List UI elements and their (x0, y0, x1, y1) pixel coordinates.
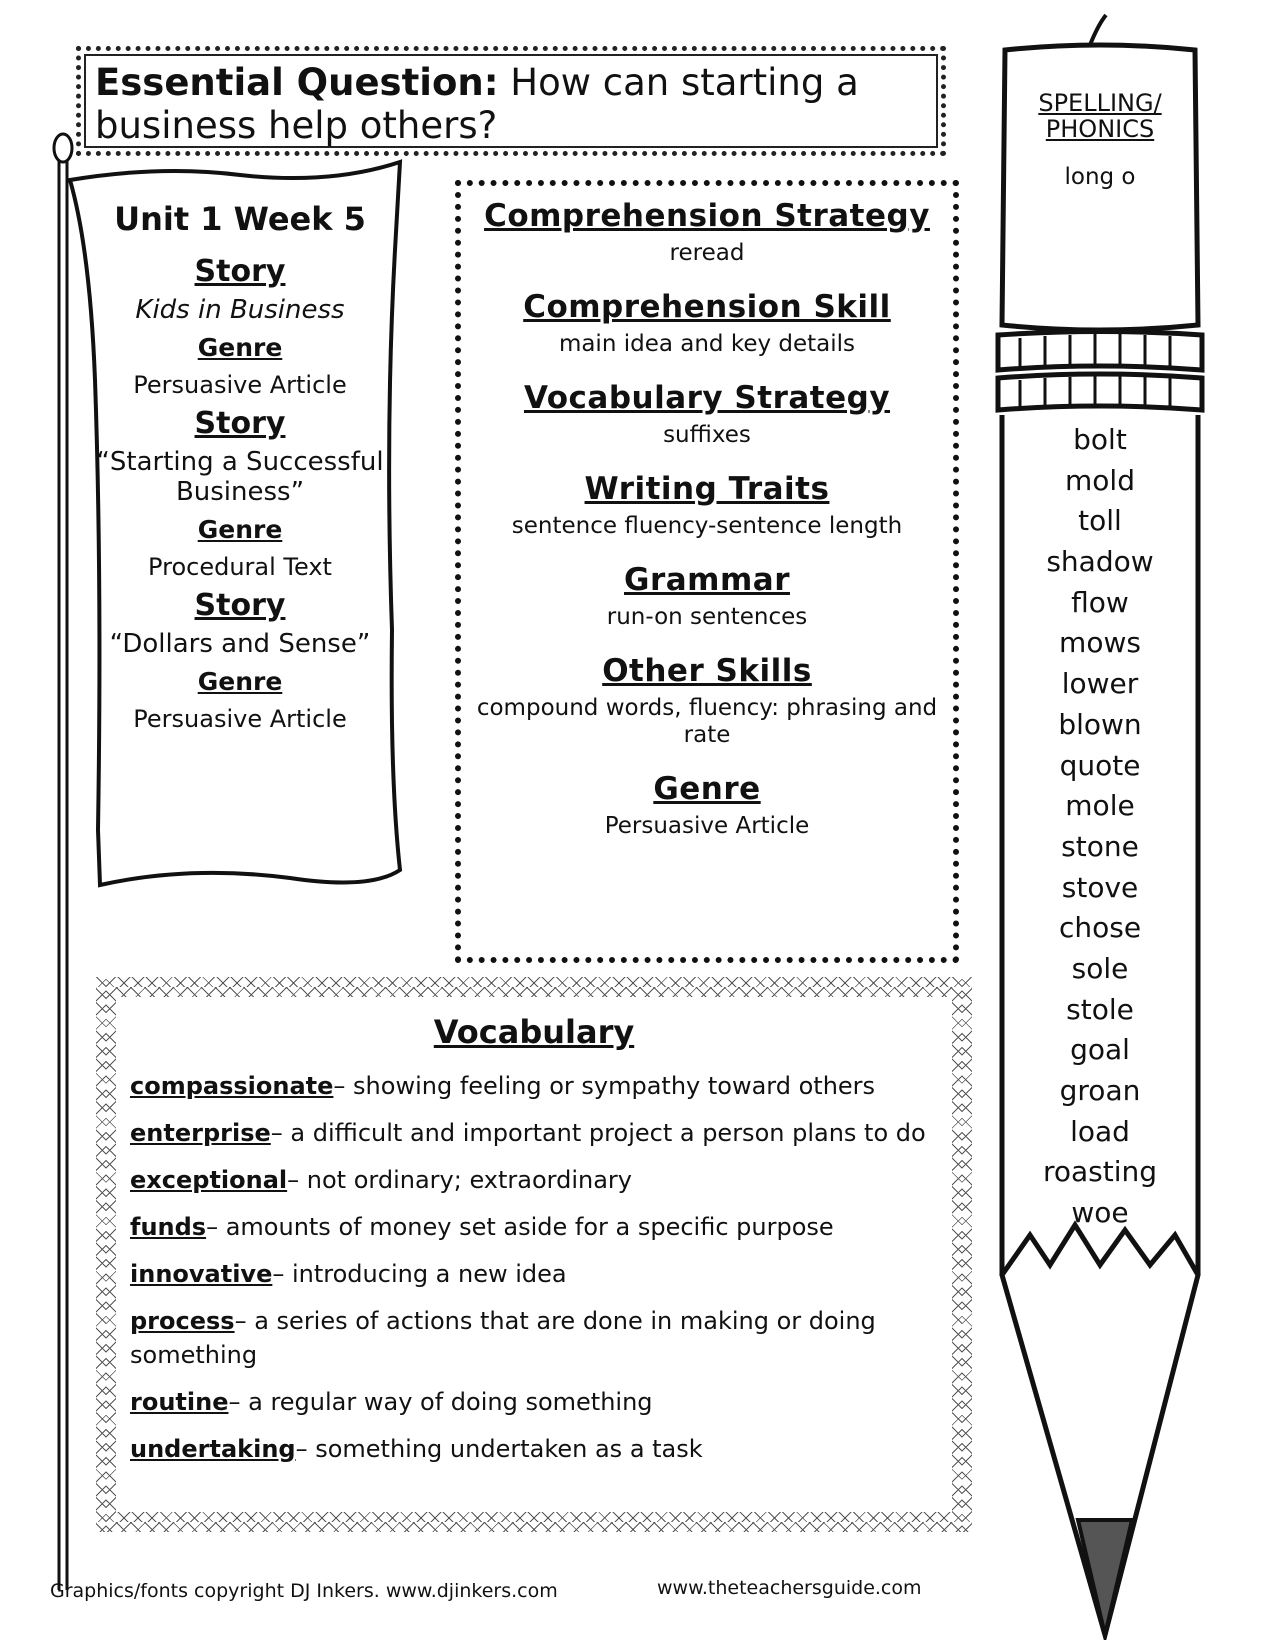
vocab-item (130, 1069, 938, 1103)
genre-value: Persuasive Article (133, 371, 347, 399)
vocab-item (130, 1257, 938, 1291)
skill-text: main idea and key details (558, 331, 856, 357)
spelling-word: woe (1071, 1196, 1129, 1230)
story-label: Story (194, 406, 286, 441)
skill-genre (461, 771, 953, 840)
footer-website: www.theteachersguide.com (657, 1577, 922, 1599)
genre-value: Persuasive Article (133, 705, 347, 733)
spelling-word: flow (1071, 585, 1129, 619)
flag-entry-2 (95, 406, 385, 582)
vocab-definition: – not ordinary; extraordinary (287, 1166, 632, 1194)
vocab-word: compassionate (130, 1072, 334, 1100)
skill-grammar (461, 562, 953, 631)
flag-entry-3 (95, 588, 385, 734)
spelling-heading-line2: PHONICS (1045, 115, 1155, 143)
vocab-definition: – a regular way of doing something (228, 1388, 653, 1416)
vocab-definition: – amounts of money set aside for a specific purpose (206, 1213, 834, 1241)
vocabulary-title: Vocabulary (433, 1013, 635, 1051)
essential-question-label: Essential Question: (95, 61, 499, 104)
spelling-word-list (1020, 420, 1180, 1234)
spelling-word: lower (1061, 667, 1139, 701)
vocab-definition: – a difficult and important project a person plans to do (270, 1119, 926, 1147)
genre-label: Genre (197, 515, 283, 544)
skill-heading: Genre (653, 771, 761, 807)
vocab-definition: – something undertaken as a task (295, 1435, 703, 1463)
spelling-word: chose (1058, 911, 1142, 945)
spelling-word: toll (1078, 504, 1122, 538)
vocab-item (130, 1432, 938, 1466)
spelling-word: quote (1059, 748, 1141, 782)
vocab-item (130, 1116, 938, 1150)
vocabulary-box (96, 977, 972, 1532)
spelling-word: bolt (1073, 423, 1127, 456)
story-title: “Starting a Successful Business” (96, 447, 384, 507)
vocab-word: enterprise (130, 1119, 271, 1147)
story-label: Story (194, 588, 286, 623)
vocab-item (130, 1385, 938, 1419)
skills-box (455, 180, 959, 963)
genre-label: Genre (197, 333, 283, 362)
spelling-pattern: long o (1064, 164, 1136, 190)
vocab-item (130, 1163, 938, 1197)
vocab-word: undertaking (130, 1435, 296, 1463)
unit-week: Unit 1 Week 5 (114, 200, 366, 238)
skill-text: run-on sentences (606, 604, 808, 630)
spelling-heading (1020, 90, 1180, 142)
story-label: Story (194, 254, 286, 289)
skill-comprehension-skill (461, 289, 953, 358)
skill-text: reread (669, 240, 745, 266)
footer-copyright: Graphics/fonts copyright DJ Inkers. www.djinkers.com (50, 1580, 558, 1602)
vocab-definition: – showing feeling or sympathy toward others (333, 1072, 876, 1100)
skill-text: Persuasive Article (604, 813, 810, 839)
spelling-word: groan (1059, 1074, 1141, 1107)
spelling-word: stove (1061, 870, 1139, 904)
skill-vocabulary-strategy (461, 380, 953, 449)
skill-text: sentence fluency-sentence length (511, 513, 903, 539)
spelling-word: shadow (1046, 545, 1154, 579)
spelling-word: roasting (1042, 1155, 1158, 1189)
spelling-word: load (1070, 1114, 1130, 1148)
skill-other-skills (461, 653, 953, 749)
spelling-word: mole (1065, 789, 1135, 823)
genre-label: Genre (197, 667, 283, 696)
skill-heading: Vocabulary Strategy (523, 380, 891, 416)
vocab-word: innovative (130, 1260, 273, 1288)
vocab-definition: – a series of actions that are done in making or doing something (130, 1307, 876, 1369)
skill-writing-traits (461, 471, 953, 540)
vocabulary-content (116, 997, 952, 1512)
skill-heading: Comprehension Skill (523, 289, 891, 325)
genre-value: Procedural Text (148, 553, 332, 581)
spelling-word: mows (1059, 626, 1141, 660)
spelling-word: stone (1061, 829, 1139, 863)
vocab-word: exceptional (130, 1166, 288, 1194)
vocab-word: process (130, 1307, 235, 1335)
vocab-word: routine (130, 1388, 229, 1416)
spelling-word: sole (1071, 951, 1129, 985)
spelling-heading-line1: SPELLING/ (1038, 89, 1162, 117)
skill-heading: Writing Traits (584, 471, 830, 507)
spelling-word: blown (1058, 707, 1142, 741)
vocab-item (130, 1304, 938, 1372)
story-title: Kids in Business (135, 295, 345, 325)
spelling-word: mold (1065, 463, 1135, 497)
spelling-word: stole (1066, 992, 1134, 1026)
skill-heading: Comprehension Strategy (484, 198, 930, 234)
essential-question-text: How can starting a business help others? (95, 61, 859, 147)
skill-heading: Grammar (624, 562, 790, 598)
skill-text: suffixes (663, 422, 751, 448)
vocab-word: funds (130, 1213, 207, 1241)
vocab-item (130, 1210, 938, 1244)
vocab-definition: – introducing a new idea (272, 1260, 567, 1288)
story-title: “Dollars and Sense” (109, 629, 371, 659)
skill-heading: Other Skills (602, 653, 812, 689)
spelling-word: goal (1070, 1033, 1130, 1067)
skill-comprehension-strategy (461, 198, 953, 267)
skill-text: compound words, fluency: phrasing and rate (476, 695, 938, 748)
flag-entry-1 (95, 254, 385, 400)
flag-content (95, 200, 385, 740)
